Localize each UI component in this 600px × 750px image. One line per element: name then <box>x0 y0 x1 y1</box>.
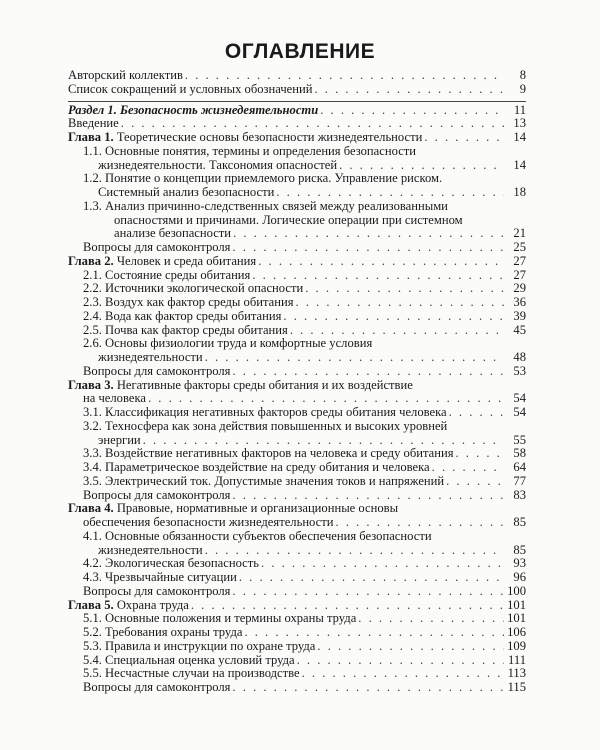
toc-entry-introduction[interactable] <box>68 117 526 131</box>
toc-entry-3-1[interactable] <box>68 406 526 420</box>
toc-entry-text: на человека <box>83 391 146 406</box>
page-title: ОГЛАВЛЕНИЕ <box>224 40 376 63</box>
toc-entry-text: 5.2. Требования охраны труда <box>83 625 243 639</box>
toc-entry-5-4[interactable] <box>68 654 526 668</box>
toc-entry-text: Раздел 1. Безопасность жизнедеятельности <box>68 102 319 117</box>
toc-entry-text: Введение <box>68 116 119 131</box>
dot-leader <box>205 351 504 365</box>
toc-page-number: 54 <box>513 405 526 419</box>
toc-page-number: 85 <box>513 515 526 529</box>
dot-leader <box>232 241 504 255</box>
dot-leader <box>276 186 504 200</box>
toc-page-number: 14 <box>513 130 526 144</box>
toc-entry-text-line: 1.3. Анализ причинно-следственных связей между реализованными <box>83 198 448 213</box>
dot-leader <box>358 612 504 626</box>
chapter-label: Глава 5. <box>68 597 114 612</box>
toc-entry-chapter-3[interactable] <box>68 379 526 407</box>
toc-entry-3-3[interactable] <box>68 447 526 461</box>
toc-entry-questions-ch4[interactable] <box>68 585 526 599</box>
toc-page-number: 83 <box>513 487 526 502</box>
toc-entry-text-line: 1.1. Основные понятия, термины и определения безопасности <box>83 143 417 158</box>
toc-entry-text-line: Правовые, нормативные и организационные основы <box>116 501 399 516</box>
dot-leader <box>424 131 504 145</box>
toc-entry-text: жизнедеятельности <box>98 542 203 557</box>
toc-page-number: 58 <box>513 446 526 461</box>
toc-page-number: 11 <box>513 102 526 117</box>
toc-page-number: 48 <box>513 350 526 364</box>
toc-page-number: 106 <box>507 625 526 639</box>
dot-leader <box>302 667 504 681</box>
toc-entry-text-line: 3.2. Техносфера как зона действия повышенных и высоких уровней <box>83 418 448 433</box>
toc-entry-text: 4.3. Чрезвычайные ситуации <box>83 570 237 584</box>
dot-leader <box>239 571 504 585</box>
toc-page-number: 54 <box>513 391 526 406</box>
toc-page-number: 21 <box>513 226 526 241</box>
toc-entry-chapter-4[interactable] <box>68 502 526 530</box>
toc-page-number: 113 <box>507 666 526 681</box>
dot-leader <box>232 365 504 379</box>
toc-entry-text: Вопросы для самоконтроля <box>83 363 231 378</box>
toc-page-number: 29 <box>513 281 526 296</box>
toc-entry-text: 5.4. Специальная оценка условий труда <box>83 652 295 667</box>
dot-leader <box>205 544 504 558</box>
toc-entry-text: анализе безопасности <box>114 226 232 241</box>
toc-page-number: 100 <box>507 583 526 598</box>
dot-leader <box>290 324 504 338</box>
toc-entry-2-4[interactable] <box>68 310 526 324</box>
dot-leader <box>232 489 504 503</box>
dot-leader <box>449 406 504 420</box>
toc-entry-text: 3.3. Воздействие негативных факторов на человека и среду обитания <box>83 446 454 461</box>
toc-entry-1-2[interactable] <box>68 172 526 200</box>
toc-entry-text: Вопросы для самоконтроля <box>83 487 231 502</box>
toc-page-number: 115 <box>507 680 526 694</box>
toc-entry-text: 2.1. Состояние среды обитания <box>83 267 251 282</box>
toc-page-number: 96 <box>513 570 526 584</box>
toc-entry-chapter-1[interactable] <box>68 131 526 145</box>
toc-entry-text: Вопросы для самоконтроля <box>83 680 231 694</box>
toc-entry-1-3[interactable] <box>68 200 526 241</box>
chapter-label: Глава 2. <box>68 253 114 268</box>
toc-page-number: 64 <box>513 460 526 474</box>
table-of-contents <box>68 69 526 695</box>
toc-entry-text: жизнедеятельности <box>98 350 203 364</box>
toc-entry-text: 2.5. Почва как фактор среды обитания <box>83 322 288 337</box>
dot-leader <box>143 434 504 448</box>
toc-page-number: 93 <box>513 556 526 571</box>
toc-entry-3-5[interactable] <box>68 475 526 489</box>
toc-entry-2-5[interactable] <box>68 324 526 338</box>
toc-entry-1-1[interactable] <box>68 145 526 173</box>
toc-page-number: 101 <box>507 611 526 626</box>
toc-entry-text: 2.4. Вода как фактор среды обитания <box>83 308 282 323</box>
toc-entry-chapter-5[interactable] <box>68 599 526 613</box>
toc-entry-text-line: 1.2. Понятие о концепции приемлемого риска. Управление риском. <box>83 171 443 186</box>
dot-leader <box>446 475 504 489</box>
toc-entry-2-2[interactable] <box>68 282 526 296</box>
toc-entry-4-3[interactable] <box>68 571 526 585</box>
toc-entry-2-3[interactable] <box>68 296 526 310</box>
dot-leader <box>261 557 504 571</box>
toc-page-number: 13 <box>513 116 526 131</box>
toc-entry-text: обеспечения безопасности жизнедеятельности <box>83 515 334 529</box>
toc-entry-text: 5.1. Основные положения и термины охраны труда <box>83 611 357 626</box>
toc-entry-text: 2.3. Воздух как фактор среды обитания <box>83 295 294 309</box>
toc-entry-3-4[interactable] <box>68 461 526 475</box>
toc-page-number: 55 <box>513 432 526 447</box>
toc-page-number: 111 <box>508 652 526 667</box>
toc-page-number: 27 <box>513 253 526 268</box>
toc-entry-3-2[interactable] <box>68 420 526 448</box>
toc-entry-text: 5.5. Несчастные случаи на производстве <box>83 666 300 681</box>
toc-page-number: 101 <box>507 597 526 612</box>
toc-entry-text: 3.4. Параметрическое воздействие на среду обитания и человека <box>83 460 430 474</box>
toc-entry-text: 4.2. Экологическая безопасность <box>83 556 260 571</box>
dot-leader <box>314 83 504 97</box>
dot-leader <box>336 516 505 530</box>
toc-entry-text: Вопросы для самоконтроля <box>83 240 231 254</box>
dot-leader <box>258 255 504 269</box>
toc-entry-text: 5.3. Правила и инструкции по охране труда <box>83 638 316 653</box>
toc-entry-text: энергии <box>98 432 141 447</box>
dot-leader <box>317 640 504 654</box>
toc-entry-2-1[interactable] <box>68 269 526 283</box>
toc-entry-5-1[interactable] <box>68 612 526 626</box>
toc-entry-text: жизнедеятельности. Таксономия опасностей <box>98 157 338 172</box>
dot-leader <box>297 654 504 668</box>
toc-entry-5-3[interactable] <box>68 640 526 654</box>
toc-page-number: 85 <box>513 542 526 557</box>
toc-page-number: 8 <box>519 68 526 82</box>
toc-entry-questions-ch1[interactable] <box>68 241 526 255</box>
toc-entry-4-1[interactable] <box>68 530 526 558</box>
toc-entry-section-1[interactable] <box>68 104 526 118</box>
toc-entry-text: 3.5. Электрический ток. Допустимые значения токов и напряжений <box>83 473 445 488</box>
dot-leader <box>244 626 504 640</box>
dot-leader <box>148 392 504 406</box>
dot-leader <box>121 117 504 131</box>
dot-leader <box>432 461 504 475</box>
toc-entry-5-2[interactable] <box>68 626 526 640</box>
toc-entry-text-line: 4.1. Основные обязанности субъектов обеспечения безопасности <box>83 528 432 543</box>
dot-leader <box>233 227 504 241</box>
dot-leader <box>191 599 504 613</box>
dot-leader <box>320 104 504 118</box>
toc-page-number: 77 <box>513 473 526 488</box>
dot-leader <box>185 69 504 83</box>
toc-page-number: 45 <box>513 322 526 337</box>
toc-entry-text-line: опасностями и причинами. Логические операции при системном <box>114 212 463 227</box>
toc-entry-text-line: Негативные факторы среды обитания и их воздействие <box>116 377 413 392</box>
chapter-label: Глава 3. <box>68 377 114 392</box>
toc-entry-abbreviations[interactable] <box>68 83 526 97</box>
toc-entry-questions-ch2[interactable] <box>68 365 526 379</box>
dot-leader <box>455 447 504 461</box>
toc-page-number: 39 <box>513 308 526 323</box>
toc-entry-text: 3.1. Классификация негативных факторов среды обитания человека <box>83 405 447 419</box>
dot-leader <box>252 269 504 283</box>
dot-leader <box>232 585 504 599</box>
toc-entry-text: Авторский коллектив <box>68 68 183 82</box>
toc-entry-5-5[interactable] <box>68 667 526 681</box>
toc-page-number: 18 <box>513 185 526 199</box>
dot-leader <box>296 296 505 310</box>
toc-entry-questions-ch3[interactable] <box>68 489 526 503</box>
dot-leader <box>283 310 504 324</box>
dot-leader <box>339 159 504 173</box>
toc-entry-text: Список сокращений и условных обозначений <box>68 81 313 96</box>
chapter-label: Глава 4. <box>68 501 114 516</box>
toc-page-number: 27 <box>513 267 526 282</box>
toc-entry-2-6[interactable] <box>68 337 526 365</box>
toc-entry-text: Охрана труда <box>116 597 189 612</box>
toc-entry-questions-ch5[interactable] <box>68 681 526 695</box>
toc-entry-text: Вопросы для самоконтроля <box>83 583 231 598</box>
dot-leader <box>232 681 504 695</box>
toc-entry-4-2[interactable] <box>68 557 526 571</box>
dot-leader <box>305 282 504 296</box>
toc-entry-text: Системный анализ безопасности <box>98 185 275 199</box>
toc-entry-text: 2.2. Источники экологической опасности <box>83 281 304 296</box>
section-divider <box>68 101 526 102</box>
toc-page-number: 14 <box>513 157 526 172</box>
toc-page-number: 36 <box>513 295 526 309</box>
toc-entry-text: Человек и среда обитания <box>116 253 257 268</box>
chapter-label: Глава 1. <box>68 130 114 144</box>
toc-page-number: 109 <box>507 638 526 653</box>
toc-page-number: 53 <box>513 363 526 378</box>
toc-entry-authors[interactable] <box>68 69 526 83</box>
toc-page-number: 25 <box>513 240 526 254</box>
toc-entry-chapter-2[interactable] <box>68 255 526 269</box>
toc-entry-text-line: 2.6. Основы физиологии труда и комфортные условия <box>83 336 373 351</box>
toc-page-number: 9 <box>519 81 526 96</box>
toc-entry-text: Теоретические основы безопасности жизнедеятельности <box>116 130 423 144</box>
